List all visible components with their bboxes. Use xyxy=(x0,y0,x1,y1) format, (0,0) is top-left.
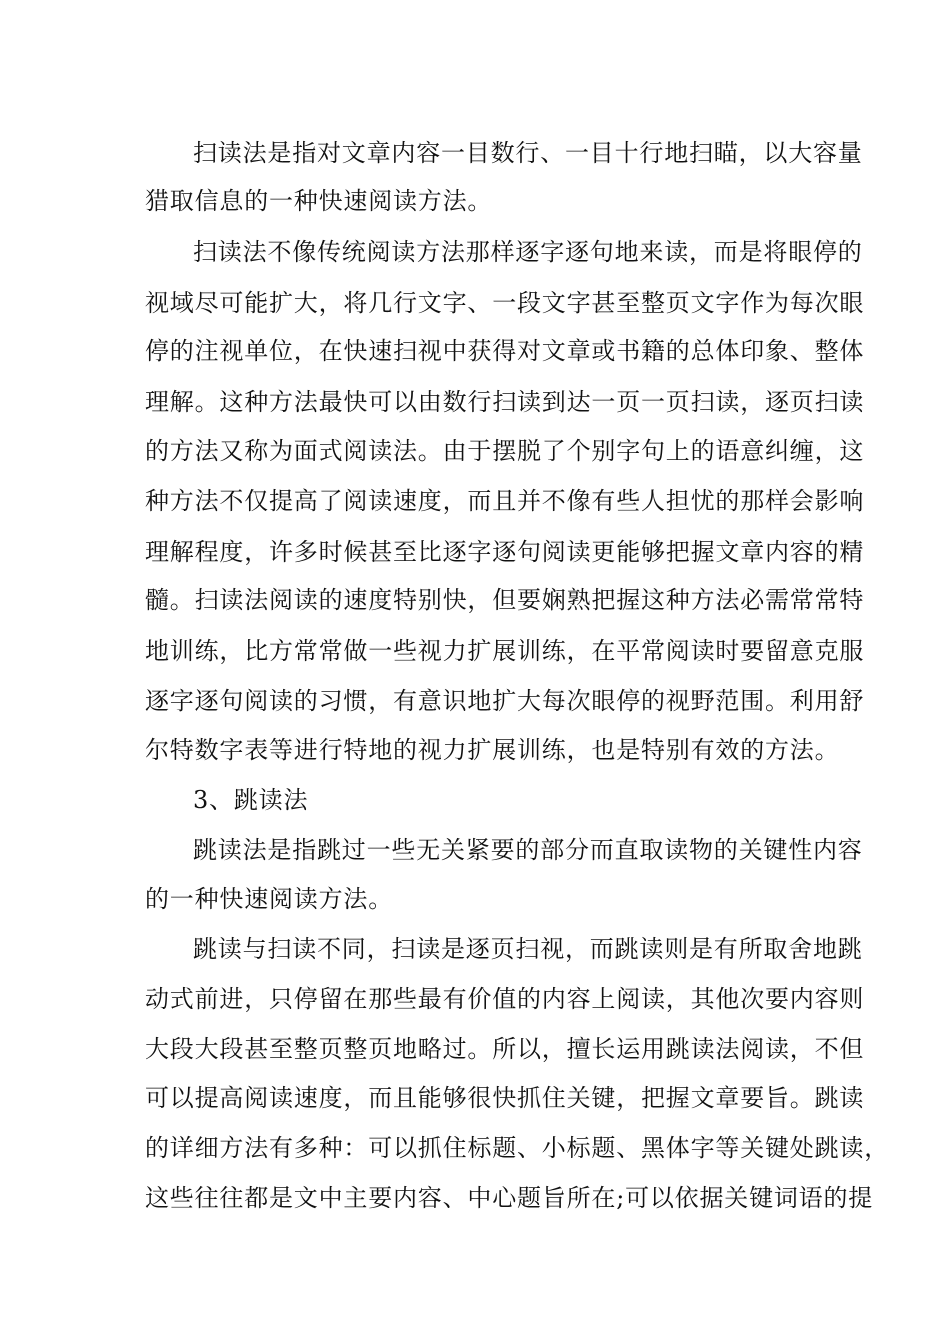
text-line: 可以提高阅读速度，而且能够很快抓住关键，把握文章要旨。跳读 xyxy=(145,1084,865,1112)
text-line: 大段大段甚至整页整页地略过。所以，擅长运用跳读法阅读，不但 xyxy=(145,1035,865,1063)
text-line: 的一种快速阅读方法。 xyxy=(145,885,393,913)
text-line: 地训练，比方常常做一些视力扩展训练，在平常阅读时要留意克服 xyxy=(145,637,865,665)
text-line: 的详细方法有多种：可以抓住标题、小标题、黑体字等关键处跳读， xyxy=(145,1134,889,1162)
text-line: 扫读法不像传统阅读方法那样逐字逐句地来读，而是将眼停的 xyxy=(193,238,863,266)
text-line: 髓。扫读法阅读的速度特别快，但要娴熟把握这种方法必需常常特 xyxy=(145,586,865,614)
text-line: 逐字逐句阅读的习惯，有意识地扩大每次眼停的视野范围。利用舒 xyxy=(145,687,865,715)
text-line: 停的注视单位，在快速扫视中获得对文章或书籍的总体印象、整体 xyxy=(145,337,865,365)
text-line: 动式前进，只停留在那些最有价值的内容上阅读，其他次要内容则 xyxy=(145,985,865,1013)
text-line: 猎取信息的一种快速阅读方法。 xyxy=(145,187,493,215)
text-line: 视域尽可能扩大，将几行文字、一段文字甚至整页文字作为每次眼 xyxy=(145,289,865,317)
section-heading: 3、跳读法 xyxy=(193,786,309,814)
text-line: 扫读法是指对文章内容一目数行、一目十行地扫瞄，以大容量 xyxy=(193,139,863,167)
text-line: 这些往往都是文中主要内容、中心题旨所在;可以依据关键词语的提 xyxy=(145,1184,874,1212)
text-line: 跳读与扫读不同，扫读是逐页扫视，而跳读则是有所取舍地跳 xyxy=(193,935,863,963)
text-line: 理解程度，许多时候甚至比逐字逐句阅读更能够把握文章内容的精 xyxy=(145,538,865,566)
text-line: 的方法又称为面式阅读法。由于摆脱了个别字句上的语意纠缠，这 xyxy=(145,437,865,465)
text-line: 种方法不仅提高了阅读速度，而且并不像有些人担忧的那样会影响 xyxy=(145,487,865,515)
text-line: 理解。这种方法最快可以由数行扫读到达一页一页扫读，逐页扫读 xyxy=(145,388,865,416)
text-line: 尔特数字表等进行特地的视力扩展训练，也是特别有效的方法。 xyxy=(145,736,840,764)
text-line: 跳读法是指跳过一些无关紧要的部分而直取读物的关键性内容 xyxy=(193,836,863,864)
